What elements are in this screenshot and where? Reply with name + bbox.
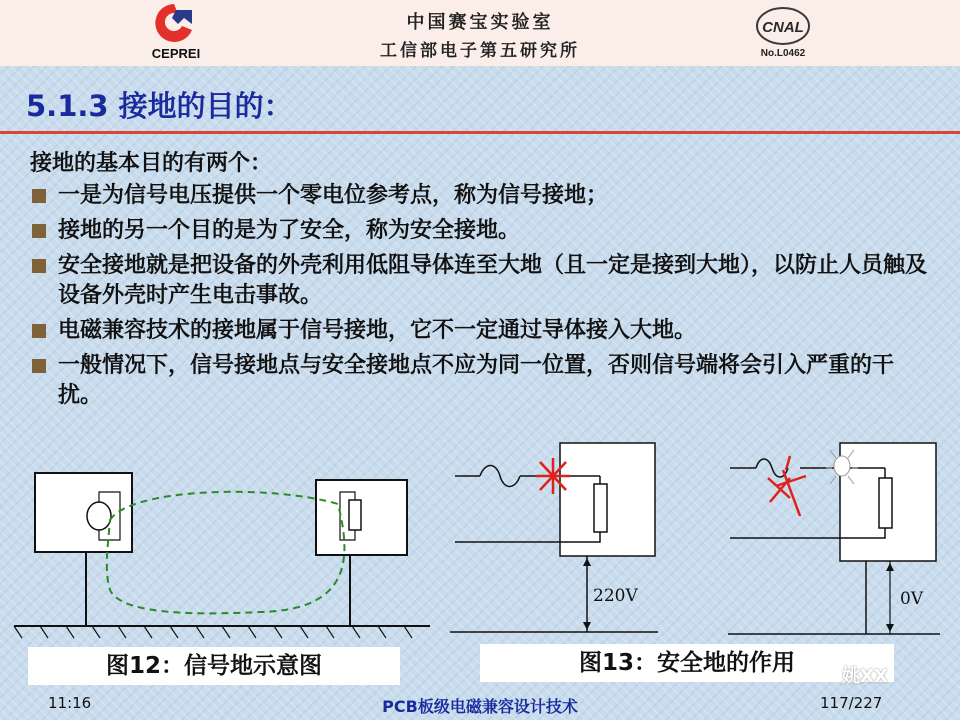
load-resistor-icon (879, 478, 892, 528)
earth-hatching (14, 626, 412, 638)
org-name-line1: 中国赛宝实验室 (406, 12, 554, 33)
footer-course-title: PCB板级电磁兼容设计技术 (382, 697, 578, 716)
cnal-logo-number: No.L0462 (760, 48, 806, 59)
bullet-item: 安全接地就是把设备的外壳利用低阻导体连至大地（且一定是接到大地），以防止人员触及设备外壳时产生电击事故。 (30, 251, 930, 311)
voltage-label-0v: 0V (900, 589, 924, 609)
slide-title: 5.1.3 接地的目的： (26, 89, 293, 123)
fig12-caption: 图12：信号地示意图 (28, 647, 400, 685)
ceprei-logo-text: CEPREI (151, 46, 201, 61)
fuse-icon (756, 459, 788, 477)
fig12-signal-ground-diagram (14, 473, 430, 638)
signal-source-icon (87, 502, 111, 530)
fuse-icon (480, 466, 520, 487)
ground-loop-path (107, 492, 345, 614)
bullet-item: 接地的另一个目的是为了安全，称为安全接地。 (30, 216, 930, 246)
bullet-item: 电磁兼容技术的接地属于信号接地，它不一定通过导体接入大地。 (30, 316, 930, 346)
fig13-circuit-left (450, 443, 658, 632)
footer-time: 11:16 (48, 694, 92, 712)
voltage-label-220v: 220V (593, 586, 638, 606)
cnal-logo-mark: CNAL (762, 19, 804, 36)
watermark: 姚XX (842, 666, 888, 687)
org-name-line2: 工信部电子第五研究所 (380, 41, 580, 61)
fig13-circuit-right (728, 443, 940, 634)
spark-icon (536, 458, 570, 494)
load-resistor-icon (594, 484, 607, 532)
footer-page-number: 117/227 (820, 694, 883, 712)
bullet-item: 一般情况下，信号接地点与安全接地点不应为同一位置，否则信号端将会引入严重的干扰。 (30, 351, 930, 411)
fig13-caption: 图13：安全地的作用 (480, 644, 894, 682)
bullet-item: 一是为信号电压提供一个零电位参考点，称为信号接地； (30, 181, 930, 211)
load-resistor-icon (349, 500, 361, 530)
intro-text: 接地的基本目的有两个： (30, 151, 273, 176)
blown-fuse-spark-icon (768, 456, 806, 516)
